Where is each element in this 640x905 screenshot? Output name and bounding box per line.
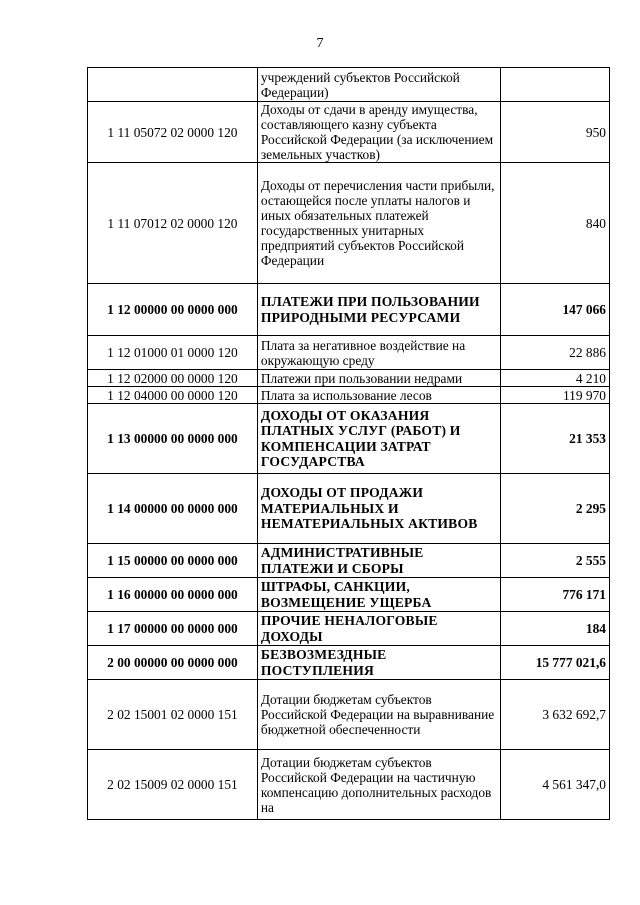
revenue-name-cell: ДОХОДЫ ОТ ПРОДАЖИ МАТЕРИАЛЬНЫХ И НЕМАТЕРИАЛЬНЫХ АКТИВОВ xyxy=(257,474,501,544)
table-body xyxy=(88,68,610,820)
budget-code-cell: 1 11 05072 02 0000 120 xyxy=(88,102,258,163)
amount-cell: 776 171 xyxy=(501,578,610,612)
budget-code-cell: 2 02 15009 02 0000 151 xyxy=(88,750,258,820)
table-row xyxy=(88,578,610,612)
amount-cell: 840 xyxy=(501,163,610,284)
revenue-name-cell: ШТРАФЫ, САНКЦИИ, ВОЗМЕЩЕНИЕ УЩЕРБА xyxy=(257,578,501,612)
revenue-name-cell: Дотации бюджетам субъектов Российской Федерации на выравнивание бюджетной обеспеченности xyxy=(257,680,501,750)
amount-cell: 4 561 347,0 xyxy=(501,750,610,820)
revenue-name-cell: ДОХОДЫ ОТ ОКАЗАНИЯ ПЛАТНЫХ УСЛУГ (РАБОТ) И КОМПЕНСАЦИИ ЗАТРАТ ГОСУДАРСТВА xyxy=(257,404,501,474)
table-row xyxy=(88,646,610,680)
revenue-name-cell: АДМИНИСТРАТИВНЫЕ ПЛАТЕЖИ И СБОРЫ xyxy=(257,544,501,578)
budget-revenue-table xyxy=(87,67,610,820)
amount-cell: 22 886 xyxy=(501,336,610,370)
budget-code-cell: 1 13 00000 00 0000 000 xyxy=(88,404,258,474)
table-row xyxy=(88,404,610,474)
budget-code-cell: 2 00 00000 00 0000 000 xyxy=(88,646,258,680)
revenue-name-cell: Плата за негативное воздействие на окружающую среду xyxy=(257,336,501,370)
revenue-name-cell: учреждений субъектов Российской Федерации) xyxy=(257,68,501,102)
amount-cell: 4 210 xyxy=(501,370,610,387)
revenue-name-cell: Доходы от сдачи в аренду имущества, составляющего казну субъекта Российской Федерации (за исключением земельных участков) xyxy=(257,102,501,163)
budget-code-cell: 1 12 04000 00 0000 120 xyxy=(88,387,258,404)
table-row xyxy=(88,750,610,820)
amount-cell: 2 555 xyxy=(501,544,610,578)
revenue-name-cell: ПЛАТЕЖИ ПРИ ПОЛЬЗОВАНИИ ПРИРОДНЫМИ РЕСУРСАМИ xyxy=(257,284,501,336)
page-number: 7 xyxy=(316,36,324,51)
budget-code-cell: 1 12 02000 00 0000 120 xyxy=(88,370,258,387)
revenue-name-cell: БЕЗВОЗМЕЗДНЫЕ ПОСТУПЛЕНИЯ xyxy=(257,646,501,680)
table-row xyxy=(88,544,610,578)
table-row xyxy=(88,680,610,750)
budget-code-cell: 1 11 07012 02 0000 120 xyxy=(88,163,258,284)
budget-code-cell: 1 17 00000 00 0000 000 xyxy=(88,612,258,646)
revenue-name-cell: Доходы от перечисления части прибыли, остающейся после уплаты налогов и иных обязательных платежей государственных унитарных предприятий субъектов Российской Федерации xyxy=(257,163,501,284)
amount-cell: 3 632 692,7 xyxy=(501,680,610,750)
budget-code-cell: 1 12 01000 01 0000 120 xyxy=(88,336,258,370)
budget-code-cell: 2 02 15001 02 0000 151 xyxy=(88,680,258,750)
amount-cell xyxy=(501,68,610,102)
budget-code-cell: 1 14 00000 00 0000 000 xyxy=(88,474,258,544)
revenue-name-cell: Плата за использование лесов xyxy=(257,387,501,404)
table-row xyxy=(88,163,610,284)
table-row xyxy=(88,474,610,544)
table-row xyxy=(88,336,610,370)
amount-cell: 184 xyxy=(501,612,610,646)
budget-code-cell: 1 12 00000 00 0000 000 xyxy=(88,284,258,336)
amount-cell: 15 777 021,6 xyxy=(501,646,610,680)
amount-cell: 119 970 xyxy=(501,387,610,404)
budget-code-cell xyxy=(88,68,258,102)
revenue-name-cell: ПРОЧИЕ НЕНАЛОГОВЫЕ ДОХОДЫ xyxy=(257,612,501,646)
table-row xyxy=(88,68,610,102)
budget-code-cell: 1 15 00000 00 0000 000 xyxy=(88,544,258,578)
table-row xyxy=(88,387,610,404)
table-row xyxy=(88,370,610,387)
amount-cell: 21 353 xyxy=(501,404,610,474)
amount-cell: 950 xyxy=(501,102,610,163)
amount-cell: 2 295 xyxy=(501,474,610,544)
amount-cell: 147 066 xyxy=(501,284,610,336)
revenue-name-cell: Платежи при пользовании недрами xyxy=(257,370,501,387)
revenue-name-cell: Дотации бюджетам субъектов Российской Федерации на частичную компенсацию дополнительных расходов на xyxy=(257,750,501,820)
table-row xyxy=(88,284,610,336)
budget-code-cell: 1 16 00000 00 0000 000 xyxy=(88,578,258,612)
table-row xyxy=(88,102,610,163)
table-row xyxy=(88,612,610,646)
